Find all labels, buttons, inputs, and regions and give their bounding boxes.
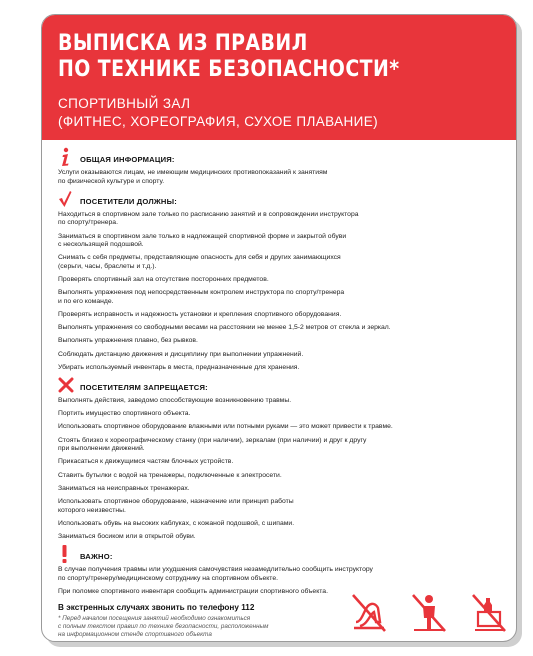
no-bottles-icon: [470, 592, 508, 634]
list-item: Ставить бутылки с водой на тренажеры, подключенные к электросети.: [58, 471, 282, 479]
rules-content: [58, 147, 506, 601]
subtitle-line-1: СПОРТИВНЫЙ ЗАЛ: [58, 96, 191, 111]
title-line-1: ВЫПИСКА ИЗ ПРАВИЛ: [58, 31, 308, 56]
footnote: * Перед началом посещения занятий необходимо ознакомиться с полным текстом правил по технике безопасности, расположенным на информационном стенде спортивного объекта: [58, 615, 269, 638]
section-general-list: [58, 169, 506, 186]
exclamation-icon: [58, 544, 72, 564]
list-item: Соблюдать дистанцию движения и дисциплину при выполнении упражнений.: [58, 350, 304, 358]
section-forbidden-list: [58, 397, 506, 541]
list-item: Выполнять упражнения со свободными весами на расстоянии не менее 1,5-2 метров от стекла и зеркал.: [58, 324, 391, 332]
list-item: Заниматься в спортивном зале только в надлежащей спортивной форме и закрытой обуви с нескользящей подошвой.: [58, 232, 347, 249]
section-general-title: ОБЩАЯ ИНФОРМАЦИЯ:: [80, 155, 175, 164]
prohibition-pictograms: [350, 592, 510, 634]
list-item: Прикасаться к движущимся частям блочных устройств.: [58, 458, 234, 466]
section-important-title: ВАЖНО:: [80, 552, 113, 562]
section-must-header: [58, 191, 506, 211]
checkmark-icon: [58, 189, 72, 209]
section-forbidden-header: [58, 377, 506, 397]
list-item: Снимать с себя предметы, представляющие опасность для себя и других занимающихся (серьги, часы, браслеты и т.д.).: [58, 254, 341, 270]
list-item: Выполнять действия, заведомо способствующие возникновению травмы.: [58, 397, 292, 405]
list-item: Проверять спортивный зал на отсутствие посторонних предметов.: [58, 276, 269, 284]
no-heels-icon: [350, 592, 388, 634]
section-forbidden-title: ПОСЕТИТЕЛЯМ ЗАПРЕЩАЕТСЯ:: [80, 383, 208, 393]
subtitle-line-2: (ФИТНЕС, ХОРЕОГРАФИЯ, СУХОЕ ПЛАВАНИЕ): [58, 114, 379, 129]
list-item: Использовать обувь на высоких каблуках, с кожаной подошвой, с шипами.: [58, 519, 295, 527]
section-general-header: [58, 149, 506, 169]
list-item: Использовать спортивное оборудование влажными или потными руками — это может привести к травме.: [58, 423, 393, 431]
list-item: Находиться в спортивном зале только по расписанию занятий и в сопровождении инструктора по спорту/тренера.: [58, 210, 359, 227]
poster-subtitle: [58, 95, 378, 131]
list-item: Заниматься босиком или в открытой обуви.: [58, 532, 196, 540]
safety-poster: [41, 14, 517, 642]
section-important-header: [58, 546, 506, 566]
emergency-phone: В экстренных случаях звонить по телефону 112: [58, 603, 255, 612]
no-barefoot-icon: [410, 592, 448, 634]
list-item: Использовать спортивное оборудование, назначение или принцип работы которого неизвестны.: [58, 497, 294, 514]
list-item: При поломке спортивного инвентаря сообщить администрации спортивного объекта.: [58, 587, 328, 595]
list-item: Убирать используемый инвентарь в места, предназначенные для хранения.: [58, 363, 300, 371]
list-item: Заниматься на неисправных тренажерах.: [58, 484, 190, 492]
info-icon: [58, 147, 72, 167]
list-item: Услуги оказываются лицам, не имеющим медицинских противопоказаний к занятиям по физической культуре и спорту.: [58, 169, 328, 185]
list-item: Стоять близко к хореографическому станку (при наличии), зеркалам (при наличии) и друг к другу при выполнении движений.: [58, 436, 367, 453]
list-item: Проверять исправность и надежность установки и крепления спортивного оборудования.: [58, 311, 342, 319]
list-item: Портить имущество спортивного объекта.: [58, 410, 191, 418]
header-banner: [42, 15, 516, 140]
cross-icon: [58, 375, 72, 395]
title-line-2: ПО ТЕХНИКЕ БЕЗОПАСНОСТИ*: [58, 57, 400, 82]
poster-title: [58, 31, 400, 83]
list-item: В случае получения травмы или ухудшения самочувствия незамедлительно сообщить инструктору по спорту/тренеру/медицинскому сотруднику на спортивном объекте.: [58, 566, 373, 582]
section-must-title: ПОСЕТИТЕЛИ ДОЛЖНЫ:: [80, 196, 177, 206]
section-must-list: [58, 211, 506, 373]
list-item: Выполнять упражнения под непосредственным контролем инструктора по спорту/тренера и по его команде.: [58, 289, 345, 305]
list-item: Выполнять упражнения плавно, без рывков.: [58, 337, 198, 345]
